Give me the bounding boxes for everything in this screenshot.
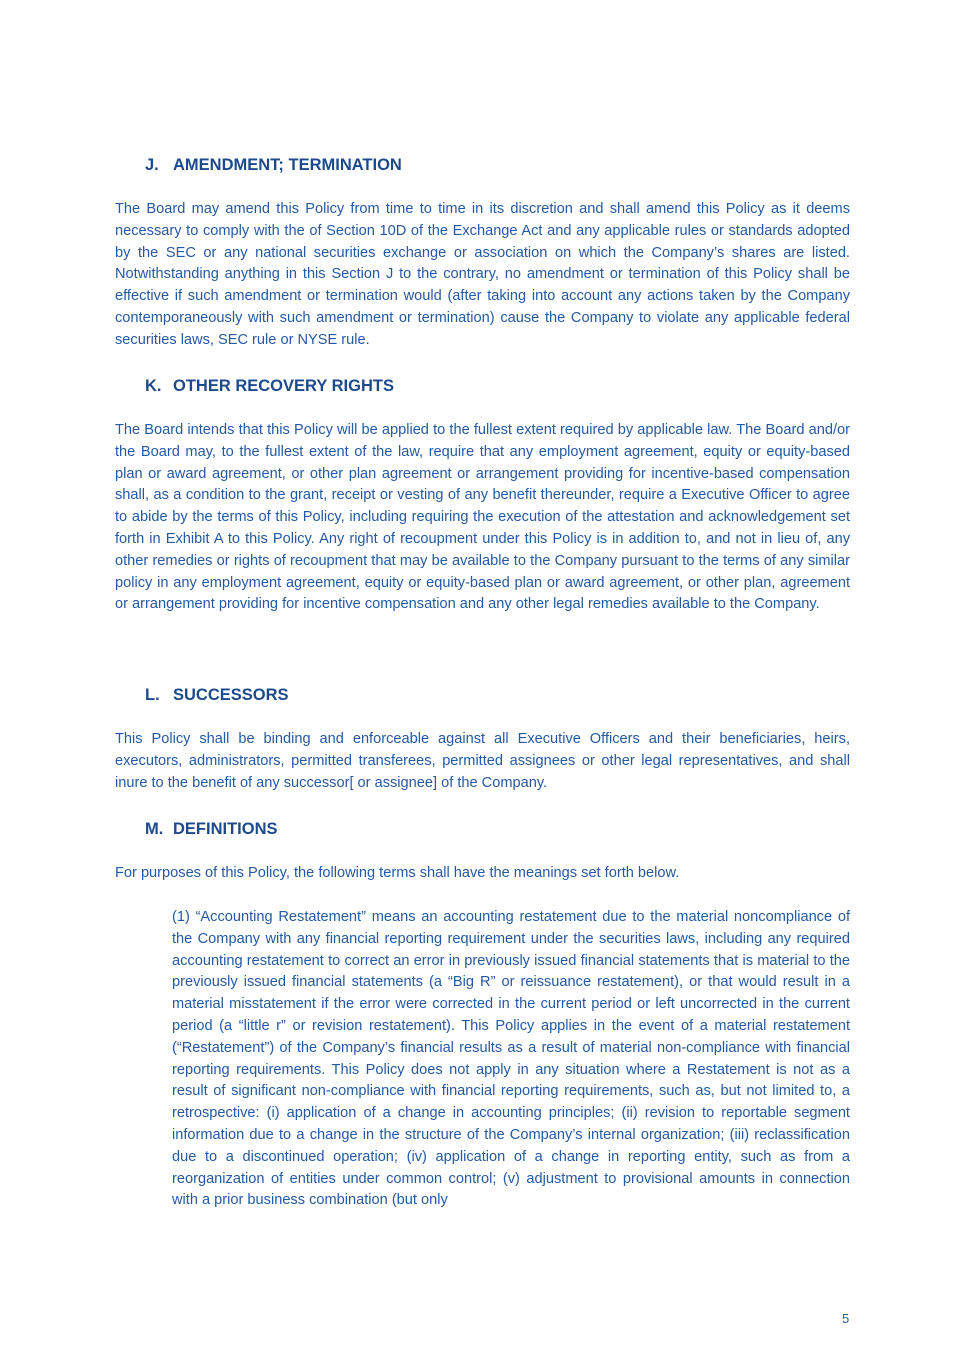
- section-j-body: The Board may amend this Policy from time to time in its discretion and shall amend this Policy as it deems necessary to comply with the of Section 10D of the Exchange Act and any applicable rules or standards adopted by the SEC or any national securities exchange or association on which the Company’s shares are listed. Notwithstanding anything in this Section J to the contrary, no amendment or termination of this Policy shall be effective if such amendment or termination would (after taking into account any actions taken by the Company contemporaneously with such amendment or termination) cause the Company to violate any applicable federal securities laws, SEC rule or NYSE rule.: [115, 201, 850, 348]
- page-number: 5: [842, 1311, 850, 1326]
- section-m-intro: For purposes of this Policy, the following terms shall have the meanings set forth below.: [115, 865, 680, 881]
- section-k-body: The Board intends that this Policy will be applied to the fullest extent required by applicable law. The Board and/or the Board may, to the fullest extent of the law, require that any employment agreement, equity or equity-based plan or award agreement, or other plan agreement or arrangement providing for incentive-based compensation shall, as a condition to the grant, receipt or vesting of any benefit thereunder, require a Executive Officer to agree to abide by the terms of this Policy, including requiring the execution of the attestation and acknowledgement set forth in Exhibit A to this Policy. Any right of recoupment under this Policy is in addition to, and not in lieu of, any other remedies or rights of recoupment that may be available to the Company pursuant to the terms of any similar policy in any employment agreement, equity or equity-based plan or award agreement, or other plan, agreement or arrangement providing for incentive compensation and any other legal remedies available to the Company.: [115, 422, 850, 613]
- section-m-heading: M. DEFINITIONS: [145, 820, 278, 838]
- section-l-heading: L. SUCCESSORS: [145, 686, 289, 704]
- section-k-heading: K. OTHER RECOVERY RIGHTS: [145, 377, 394, 395]
- section-l-body: This Policy shall be binding and enforceable against all Executive Officers and their beneficiaries, heirs, executors, administrators, permitted transferees, permitted assignees or other legal representatives, and shall inure to the benefit of any successor[ or assignee] of the Company.: [115, 731, 850, 791]
- section-j-heading: J. AMENDMENT; TERMINATION: [145, 156, 402, 174]
- definition-accounting-restatement: (1) “Accounting Restatement” means an accounting restatement due to the material noncompliance of the Company with any financial reporting requirement under the securities laws, including any required accounting restatement to correct an error in previously issued financial statements that is material to the previously issued financial statements (a “Big R” or reissuance restatement), or that would result in a material misstatement if the error were corrected in the current period or left uncorrected in the current period (a “little r” or revision restatement). This Policy applies in the event of a material restatement (“Restatement”) of the Company’s financial results as a result of material non-compliance with financial reporting requirements. This Policy does not apply in any situation where a Restatement is not as a result of significant non-compliance with financial reporting requirements, such as, but not limited to, a retrospective: (i) application of a change in accounting principles; (ii) revision to reportable segment information due to a change in the structure of the Company’s internal organization; (iii) reclassification due to a discontinued operation; (iv) application of a change in reporting entity, such as from a reorganization of entities under common control; (v) adjustment to provisional amounts in connection with a prior business combination (but only: [172, 909, 850, 1209]
